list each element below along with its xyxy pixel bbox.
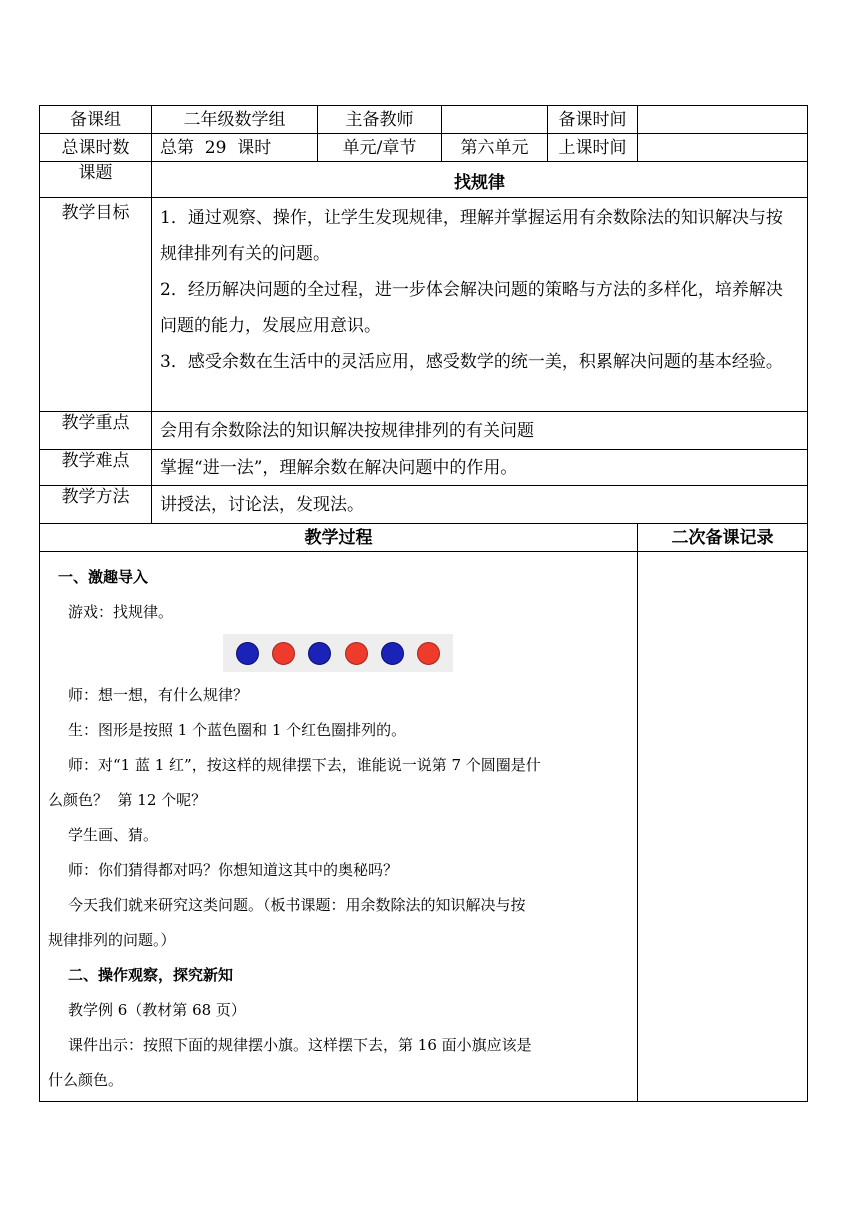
goal-item-3: 3．感受余数在生活中的灵活应用，感受数学的统一美，积累解决问题的基本经验。: [160, 352, 783, 372]
lesson-plan: [39, 105, 807, 1102]
topic-value: 找规律: [152, 162, 808, 198]
section-2-heading: 二、操作观察，探究新知: [68, 966, 234, 984]
paragraph: 师：对“1 蓝 1 红”，按这样的规律摆下去，谁能说一说第 7 个圆圈是什: [68, 756, 541, 774]
red-circle: [345, 642, 368, 665]
methods-value: 讲授法，讨论法，发现法。: [152, 486, 808, 524]
goals-label: 教学目标: [40, 198, 152, 412]
blue-circle: [381, 642, 404, 665]
difficulties-label: 教学难点: [40, 450, 152, 486]
total-hours-value: 总第 29 课时: [152, 134, 318, 162]
paragraph: 今天我们就来研究这类问题。（板书课题：用余数除法的知识解决与按: [68, 896, 526, 914]
process-content: [40, 552, 638, 1102]
prep-time-label: 备课时间: [548, 106, 638, 134]
group-value: 二年级数学组: [152, 106, 318, 134]
header-row-1: [40, 106, 808, 134]
paragraph: 什么颜色。: [48, 1071, 124, 1089]
unit-value: 第六单元: [442, 134, 548, 162]
game-text: 游戏：找规律。: [68, 603, 174, 621]
paragraph: 学生画、猜。: [68, 826, 159, 844]
red-circle: [272, 642, 295, 665]
difficulties-row: [40, 450, 808, 486]
blue-circle: [236, 642, 259, 665]
second-record-content: [638, 552, 808, 1102]
total-hours-label: 总课时数: [40, 134, 152, 162]
paragraph: 课件出示：按照下面的规律摆小旗。这样摆下去，第 16 面小旗应该是: [68, 1036, 532, 1054]
second-record-title: 二次备课记录: [638, 524, 808, 552]
goals-content: [152, 198, 808, 412]
class-time-value: [638, 134, 808, 162]
topic-label: 课题: [40, 162, 152, 198]
paragraph: 生：图形是按照 1 个蓝色圈和 1 个红色圈排列的。: [68, 721, 407, 739]
circle-pattern-image: [223, 634, 453, 672]
methods-label: 教学方法: [40, 486, 152, 524]
key-points-value: 会用有余数除法的知识解决按规律排列的有关问题: [152, 412, 808, 450]
methods-row: [40, 486, 808, 524]
key-points-label: 教学重点: [40, 412, 152, 450]
key-points-row: [40, 412, 808, 450]
lesson-plan-table: [39, 105, 808, 1102]
class-time-label: 上课时间: [548, 134, 638, 162]
unit-label: 单元/章节: [318, 134, 442, 162]
process-header-row: [40, 524, 808, 552]
teacher-value: [442, 106, 548, 134]
paragraph: 么颜色？ 第 12 个呢？: [48, 791, 207, 809]
difficulties-value: 掌握“进一法”，理解余数在解决问题中的作用。: [152, 450, 808, 486]
topic-row: [40, 162, 808, 198]
paragraph: 教学例 6（教材第 68 页）: [68, 1001, 246, 1019]
process-title: 教学过程: [40, 524, 638, 552]
paragraph: 师：想一想，有什么规律？: [68, 686, 249, 704]
section-1-heading: 一、激趣导入: [58, 568, 149, 586]
paragraph: 师：你们猜得都对吗？你想知道这其中的奥秘吗？: [68, 861, 399, 879]
goals-row: [40, 198, 808, 412]
prep-time-value: [638, 106, 808, 134]
goal-item-1: 1．通过观察、操作，让学生发现规律，理解并掌握运用有余数除法的知识解决与按规律排列有关的问题。: [160, 208, 783, 264]
group-label: 备课组: [40, 106, 152, 134]
paragraph: 规律排列的问题。）: [48, 931, 176, 949]
process-content-row: [40, 552, 808, 1102]
header-row-2: [40, 134, 808, 162]
red-circle: [417, 642, 440, 665]
goal-item-2: 2．经历解决问题的全过程，进一步体会解决问题的策略与方法的多样化，培养解决问题的能力，发展应用意识。: [160, 280, 783, 336]
blue-circle: [308, 642, 331, 665]
teacher-label: 主备教师: [318, 106, 442, 134]
